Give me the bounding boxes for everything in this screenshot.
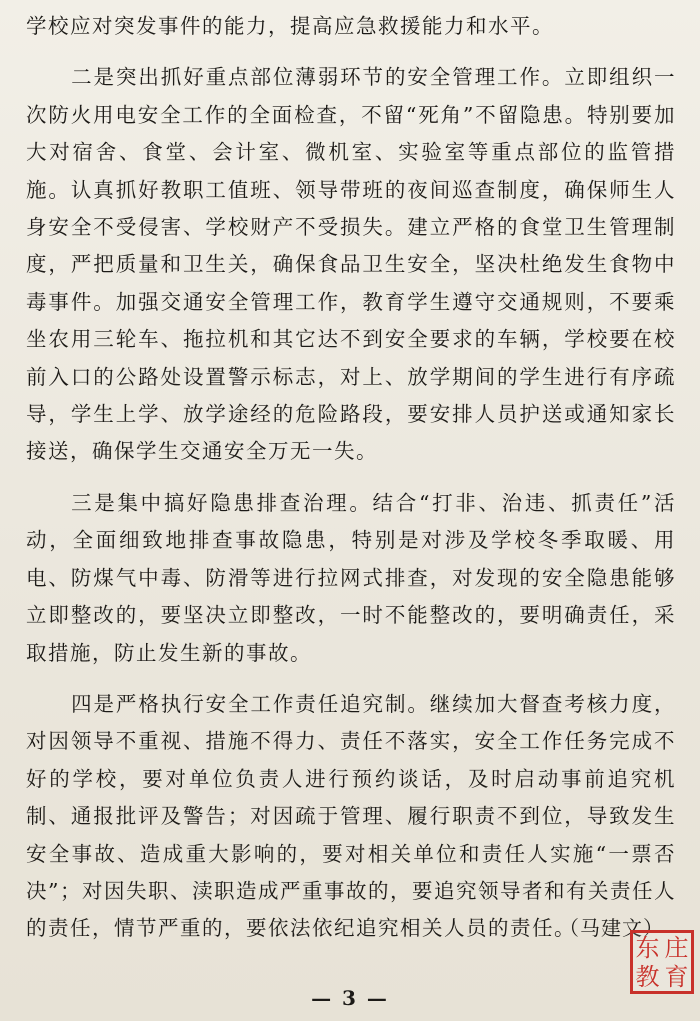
paragraph-four-text: 四是严格执行安全工作责任追究制。继续加大督查考核力度，对因领导不重视、措施不得力、责任不落实，安全工作任务完成不好的学校，要对单位负责人进行预约谈话，及时启动事前追究机制、通报批评及警告；对因疏于管理、履行职责不到位，导致发生安全事故、造成重大影响的，要对相关单位和责任人实施“一票否决”；对因失职、渎职造成严重事故的，要追究领导者和有关责任人的责任，情节严重的，要依法依纪追究相关人员的责任。	[26, 691, 676, 941]
paragraph-two: 二是突出抓好重点部位薄弱环节的安全管理工作。立即组织一次防火用电安全工作的全面检查，不留“死角”不留隐患。特别要加大对宿舍、食堂、会计室、微机室、实验室等重点部位的监管措施。认真抓好教职工值班、领导带班的夜间巡查制度，确保师生人身安全不受侵害、学校财产不受损失。建立严格的食堂卫生管理制度，严把质量和卫生关，确保食品卫生安全，坚决杜绝发生食物中毒事件。加强交通安全管理工作，教育学生遵守交通规则，不要乘坐农用三轮车、拖拉机和其它达不到安全要求的车辆，学校要在校前入口的公路处设置警示标志，对上、放学期间的学生进行有序疏导，学生上学、放学途经的危险路段，要安排人员护送或通知家长接送，确保学生交通安全万无一失。	[26, 65, 676, 464]
seal-char: 庄	[664, 933, 689, 962]
author-signature: （马建文）	[559, 916, 664, 941]
seal-char: 教	[635, 962, 660, 991]
seal-char: 育	[664, 962, 689, 991]
seal-stamp	[630, 930, 694, 994]
page-number: — 3 —	[311, 986, 389, 1010]
paragraph-four	[26, 686, 676, 948]
paragraph-three: 三是集中搞好隐患排查治理。结合“打非、治违、抓责任”活动，全面细致地排查事故隐患，特别是对涉及学校冬季取暖、用电、防煤气中毒、防滑等进行拉网式排查，对发现的安全隐患能够立即整改的，要坚决立即整改，一时不能整改的，要明确责任，采取措施，防止发生新的事故。	[26, 490, 676, 665]
paragraph-continuation: 学校应对突发事件的能力，提高应急救援能力和水平。	[26, 14, 554, 38]
seal-char: 东	[635, 933, 660, 962]
article-body	[26, 8, 676, 962]
